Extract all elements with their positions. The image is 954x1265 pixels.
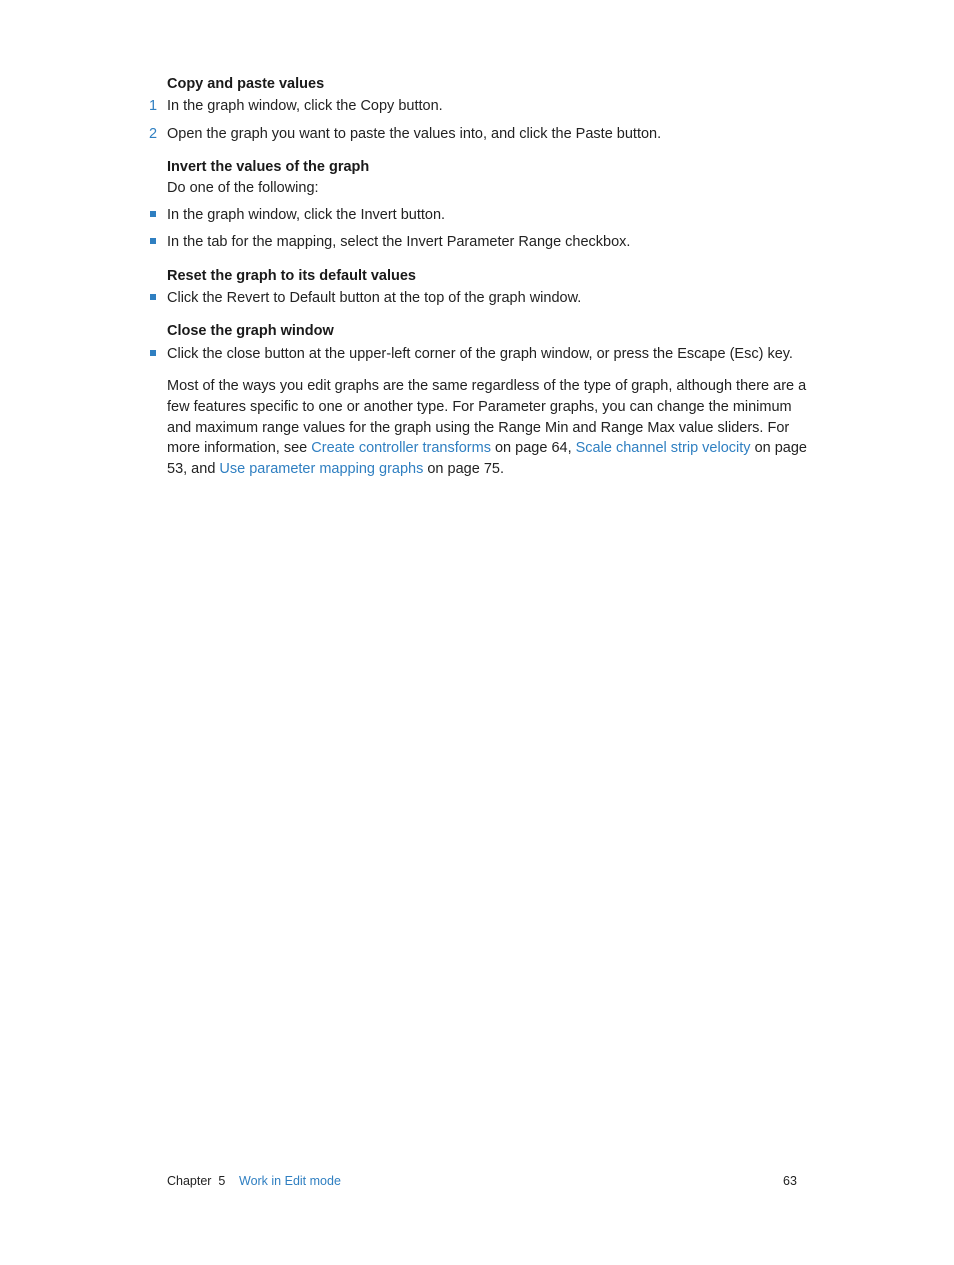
paragraph-text: Most of the ways you edit graphs are the same regardless of the type of graph, although there are a few features specific to one or another type. For Parameter graphs, you can change the minimum and maximum range values for the graph using the Range Min and Range Max value sliders. For more information, see [167, 378, 807, 457]
page-number: 63 [783, 1174, 797, 1188]
heading-close: Close the graph window [167, 323, 334, 339]
bullet-text: Click the Revert to Default button at the top of the graph window. [167, 290, 582, 306]
step-number: 1 [149, 98, 158, 114]
heading-invert: Invert the values of the graph [167, 159, 370, 175]
bullet-icon [150, 294, 156, 300]
link-scale-channel-strip-velocity[interactable]: Scale channel strip velocity [575, 440, 751, 457]
bullet-icon [150, 238, 156, 244]
step-text: In the graph window, click the Copy button. [167, 98, 443, 114]
bullet-icon [150, 350, 156, 356]
bullet-text: Click the close button at the upper-left corner of the graph window, or press the Escape (Esc) key. [167, 346, 793, 362]
footer-chapter-link[interactable]: Work in Edit mode [239, 1174, 341, 1188]
heading-copy-paste: Copy and paste values [167, 76, 325, 92]
link-create-controller-transforms[interactable]: Create controller transforms [311, 440, 491, 457]
body-paragraph [167, 376, 807, 480]
heading-reset: Reset the graph to its default values [167, 268, 416, 284]
paragraph-text: on page 53, and [167, 440, 807, 478]
step-text: Open the graph you want to paste the values into, and click the Paste button. [167, 126, 662, 142]
paragraph-text: on page 75. [423, 461, 504, 478]
step-number: 2 [149, 126, 158, 142]
bullet-text: In the graph window, click the Invert button. [167, 207, 446, 223]
link-use-parameter-mapping-graphs[interactable]: Use parameter mapping graphs [219, 461, 424, 478]
invert-intro: Do one of the following: [167, 180, 319, 196]
bullet-text: In the tab for the mapping, select the Invert Parameter Range checkbox. [167, 234, 631, 250]
paragraph-text: on page 64, [490, 440, 576, 457]
footer-chapter: Chapter 5 [167, 1174, 226, 1188]
bullet-icon [150, 211, 156, 217]
